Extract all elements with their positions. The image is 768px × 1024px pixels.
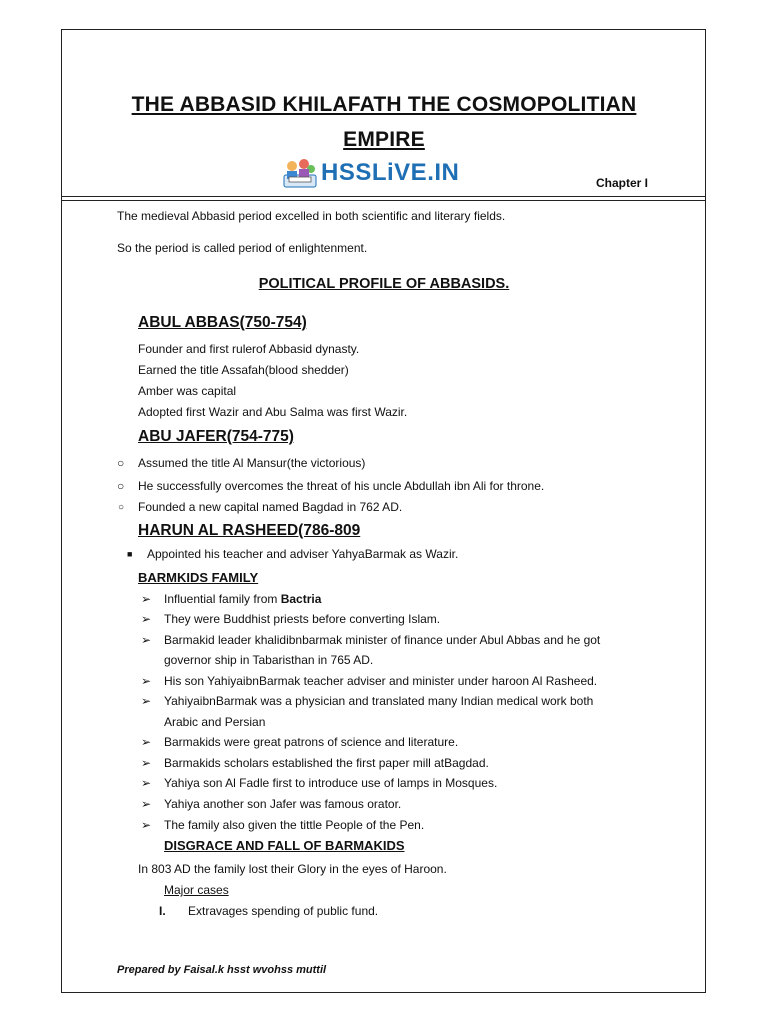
footer-credit: Prepared by Faisal.k hsst wvohss muttil: [117, 964, 327, 976]
harun-item: Appointed his teacher and adviser YahyaBarmak as Wazir.: [147, 547, 459, 561]
barmkids-item-cont: Arabic and Persian: [164, 715, 266, 729]
major-cases-label: Major cases: [164, 883, 229, 897]
arrowhead-bullet: ➢: [141, 818, 152, 832]
abu-jafer-item: Founded a new capital named Bagdad in 762 AD.: [138, 500, 403, 514]
heading-harun: HARUN AL RASHEED(786-809: [138, 522, 361, 539]
intro-line-1: The medieval Abbasid period excelled in both scientific and literary fields.: [117, 209, 506, 223]
circle-bullet: ○: [117, 479, 125, 493]
barmkids-item: Yahiya son Al Fadle first to introduce use of lamps in Mosques.: [164, 776, 498, 790]
abu-jafer-item: Assumed the title Al Mansur(the victorious): [138, 456, 366, 470]
abul-abbas-line: Earned the title Assafah(blood shedder): [138, 363, 349, 377]
arrowhead-bullet: ➢: [141, 776, 152, 790]
disgrace-line: In 803 AD the family lost their Glory in the eyes of Haroon.: [138, 862, 447, 876]
heading-abul-abbas: ABUL ABBAS(750-754): [138, 314, 307, 331]
barmkids-item: Barmakid leader khalidibnbarmak minister of finance under Abul Abbas and he got: [164, 633, 601, 647]
arrowhead-bullet: ➢: [141, 797, 152, 811]
case-marker: I.: [159, 904, 166, 918]
abul-abbas-line: Founder and first rulerof Abbasid dynasty.: [138, 342, 360, 356]
page-title-line2: EMPIRE: [343, 128, 425, 151]
arrowhead-bullet: ➢: [141, 612, 152, 626]
logo-text: HSSLiVE.IN: [321, 159, 460, 186]
header-rule-top: [61, 196, 706, 197]
arrowhead-bullet: ➢: [141, 633, 152, 647]
heading-barmkids: BARMKIDS FAMILY: [138, 570, 259, 585]
barmkids-item: The family also given the tittle People of the Pen.: [164, 818, 425, 832]
barmkids-item: His son YahiyaibnBarmak teacher adviser and minister under haroon Al Rasheed.: [164, 674, 598, 688]
barmkids-item: Barmakids scholars established the first paper mill atBagdad.: [164, 756, 489, 770]
barmkids-item: [164, 592, 321, 607]
abul-abbas-line: Adopted first Wazir and Abu Salma was first Wazir.: [138, 405, 408, 419]
arrowhead-bullet: ➢: [141, 674, 152, 688]
hsslive-logo: [283, 156, 459, 190]
arrowhead-bullet: ➢: [141, 756, 152, 770]
page-title-line1: THE ABBASID KHILAFATH THE COSMOPOLITIAN: [131, 93, 637, 116]
square-bullet: ■: [127, 549, 133, 559]
abul-abbas-line: Amber was capital: [138, 384, 237, 398]
children-reading-icon: [283, 157, 317, 189]
arrowhead-bullet: ➢: [141, 694, 152, 708]
case-item: Extravages spending of public fund.: [188, 904, 379, 918]
barmkids-item-text: Influential family from: [164, 592, 281, 606]
barmkids-item: Barmakids were great patrons of science and literature.: [164, 735, 459, 749]
heading-disgrace: DISGRACE AND FALL OF BARMAKIDS: [164, 838, 405, 853]
section-heading-political: POLITICAL PROFILE OF ABBASIDS.: [258, 276, 510, 292]
heading-abu-jafer: ABU JAFER(754-775): [138, 428, 294, 445]
barmkids-item: They were Buddhist priests before converting Islam.: [164, 612, 441, 626]
header-rule-bottom: [61, 200, 706, 201]
barmkids-item: Yahiya another son Jafer was famous orator.: [164, 797, 402, 811]
circle-bullet: ○: [118, 502, 125, 513]
chapter-label: Chapter I: [596, 176, 649, 190]
barmkids-item: YahiyaibnBarmak was a physician and translated many Indian medical work both: [164, 694, 594, 708]
abu-jafer-item: He successfully overcomes the threat of his uncle Abdullah ibn Ali for throne.: [138, 479, 545, 493]
intro-line-2: So the period is called period of enlightenment.: [117, 241, 368, 255]
arrowhead-bullet: ➢: [141, 592, 152, 606]
barmkids-item-bold: Bactria: [280, 592, 322, 606]
circle-bullet: ○: [117, 456, 125, 470]
barmkids-item-cont: governor ship in Tabaristhan in 765 AD.: [164, 653, 374, 667]
arrowhead-bullet: ➢: [141, 735, 152, 749]
